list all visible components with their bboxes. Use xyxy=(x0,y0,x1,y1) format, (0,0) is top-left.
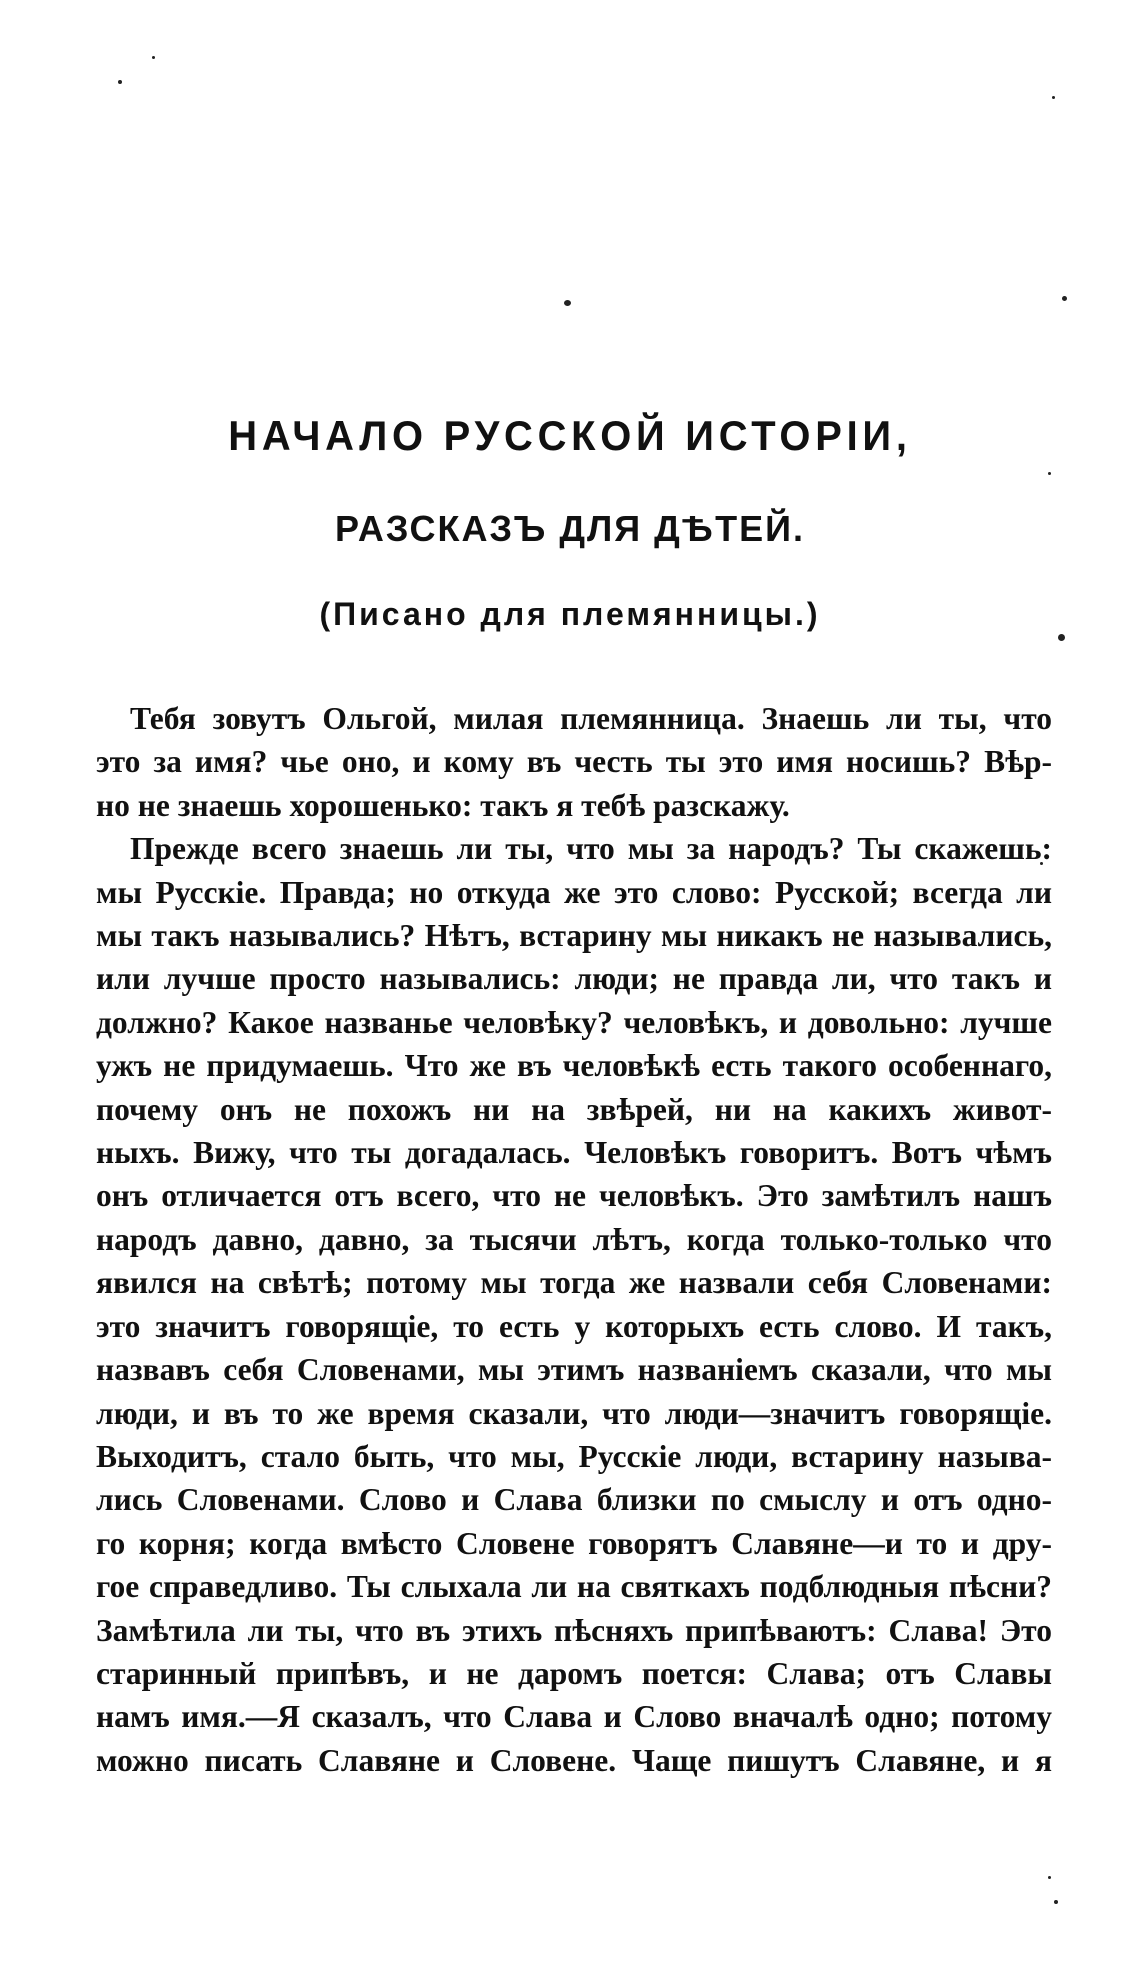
text-line: назвавъ себя Словенами, мы этимъ названіемъ сказали, что мы xyxy=(96,1352,1052,1388)
text-line: но не знаешь хорошенько: такъ я тебѣ разскажу. xyxy=(96,787,790,823)
print-speck xyxy=(118,80,122,84)
print-speck xyxy=(152,56,155,59)
print-speck xyxy=(564,300,571,306)
body-text xyxy=(62,697,1052,1782)
print-speck xyxy=(1054,1900,1058,1904)
print-speck xyxy=(1052,96,1055,99)
chapter-subtitle: РАЗСКАЗЪ ДЛЯ ДѢТЕЙ. xyxy=(335,508,805,549)
text-line: мы Русскіе. Правда; но откуда же это слово: Русской; всегда ли xyxy=(96,874,1052,910)
print-speck xyxy=(1048,1876,1051,1879)
text-line: лись Словенами. Слово и Слава близки по смыслу и отъ одно- xyxy=(96,1482,1052,1518)
text-line: ныхъ. Вижу, что ты догадалась. Человѣкъ говоритъ. Вотъ чѣмъ xyxy=(96,1135,1052,1171)
text-line: онъ отличается отъ всего, что не человѣкъ. Это замѣтилъ нашъ xyxy=(96,1178,1052,1214)
text-line: это за имя? чье оно, и кому въ честь ты это имя носишь? Вѣр- xyxy=(96,744,1052,780)
text-line: Прежде всего знаешь ли ты, что мы за народъ? Ты скажешь: xyxy=(130,831,1052,867)
text-line: гое справедливо. Ты слыхала ли на святкахъ подблюдныя пѣсни? xyxy=(96,1569,1052,1605)
text-line: народъ давно, давно, за тысячи лѣтъ, когда только-только что xyxy=(96,1221,1052,1257)
text-line: старинный припѣвъ, и не даромъ поется: Слава; отъ Славы xyxy=(96,1655,1052,1691)
text-line: или лучше просто назывались: люди; не правда ли, что такъ и xyxy=(96,961,1052,997)
text-line: почему онъ не похожъ ни на звѣрей, ни на какихъ живот- xyxy=(96,1091,1052,1127)
chapter-title: НАЧАЛО РУССКОЙ ИСТОРІИ, xyxy=(228,412,912,459)
print-speck xyxy=(1048,472,1051,475)
text-line: Тебя зовутъ Ольгой, милая племянница. Знаешь ли ты, что xyxy=(130,701,1052,736)
print-speck xyxy=(1058,634,1065,641)
text-line: Выходитъ, стало быть, что мы, Русскіе люди, встарину называ- xyxy=(96,1438,1052,1474)
text-line: мы такъ назывались? Нѣтъ, встарину мы никакъ не назывались, xyxy=(96,918,1052,954)
print-speck xyxy=(1062,296,1067,301)
chapter-note: (Писано для племянницы.) xyxy=(319,596,821,632)
text-line: ужъ не придумаешь. Что же въ человѣкѣ есть такого особеннаго, xyxy=(96,1048,1052,1084)
paragraph-1 xyxy=(62,697,1052,827)
text-line: люди, и въ то же время сказали, что люди—значитъ говорящіе. xyxy=(96,1395,1052,1431)
text-line: явился на свѣтѣ; потому мы тогда же назвали себя Словенами: xyxy=(96,1265,1052,1301)
text-line: должно? Какое названье человѣку? человѣкъ, и довольно: лучше xyxy=(96,1004,1052,1040)
text-line: го корня; когда вмѣсто Словене говорятъ Славяне—и то и дру- xyxy=(96,1525,1052,1561)
text-line: можно писать Славяне и Словене. Чаще пишутъ Славяне, и я xyxy=(96,1742,1052,1778)
text-line: Замѣтила ли ты, что въ этихъ пѣсняхъ припѣваютъ: Слава! Это xyxy=(96,1612,1052,1648)
paragraph-2 xyxy=(62,827,1052,1782)
text-line: намъ имя.—Я сказалъ, что Слава и Слово вначалѣ одно; потому xyxy=(96,1699,1052,1735)
text-line: это значитъ говорящіе, то есть у которыхъ есть слово. И такъ, xyxy=(96,1308,1052,1344)
